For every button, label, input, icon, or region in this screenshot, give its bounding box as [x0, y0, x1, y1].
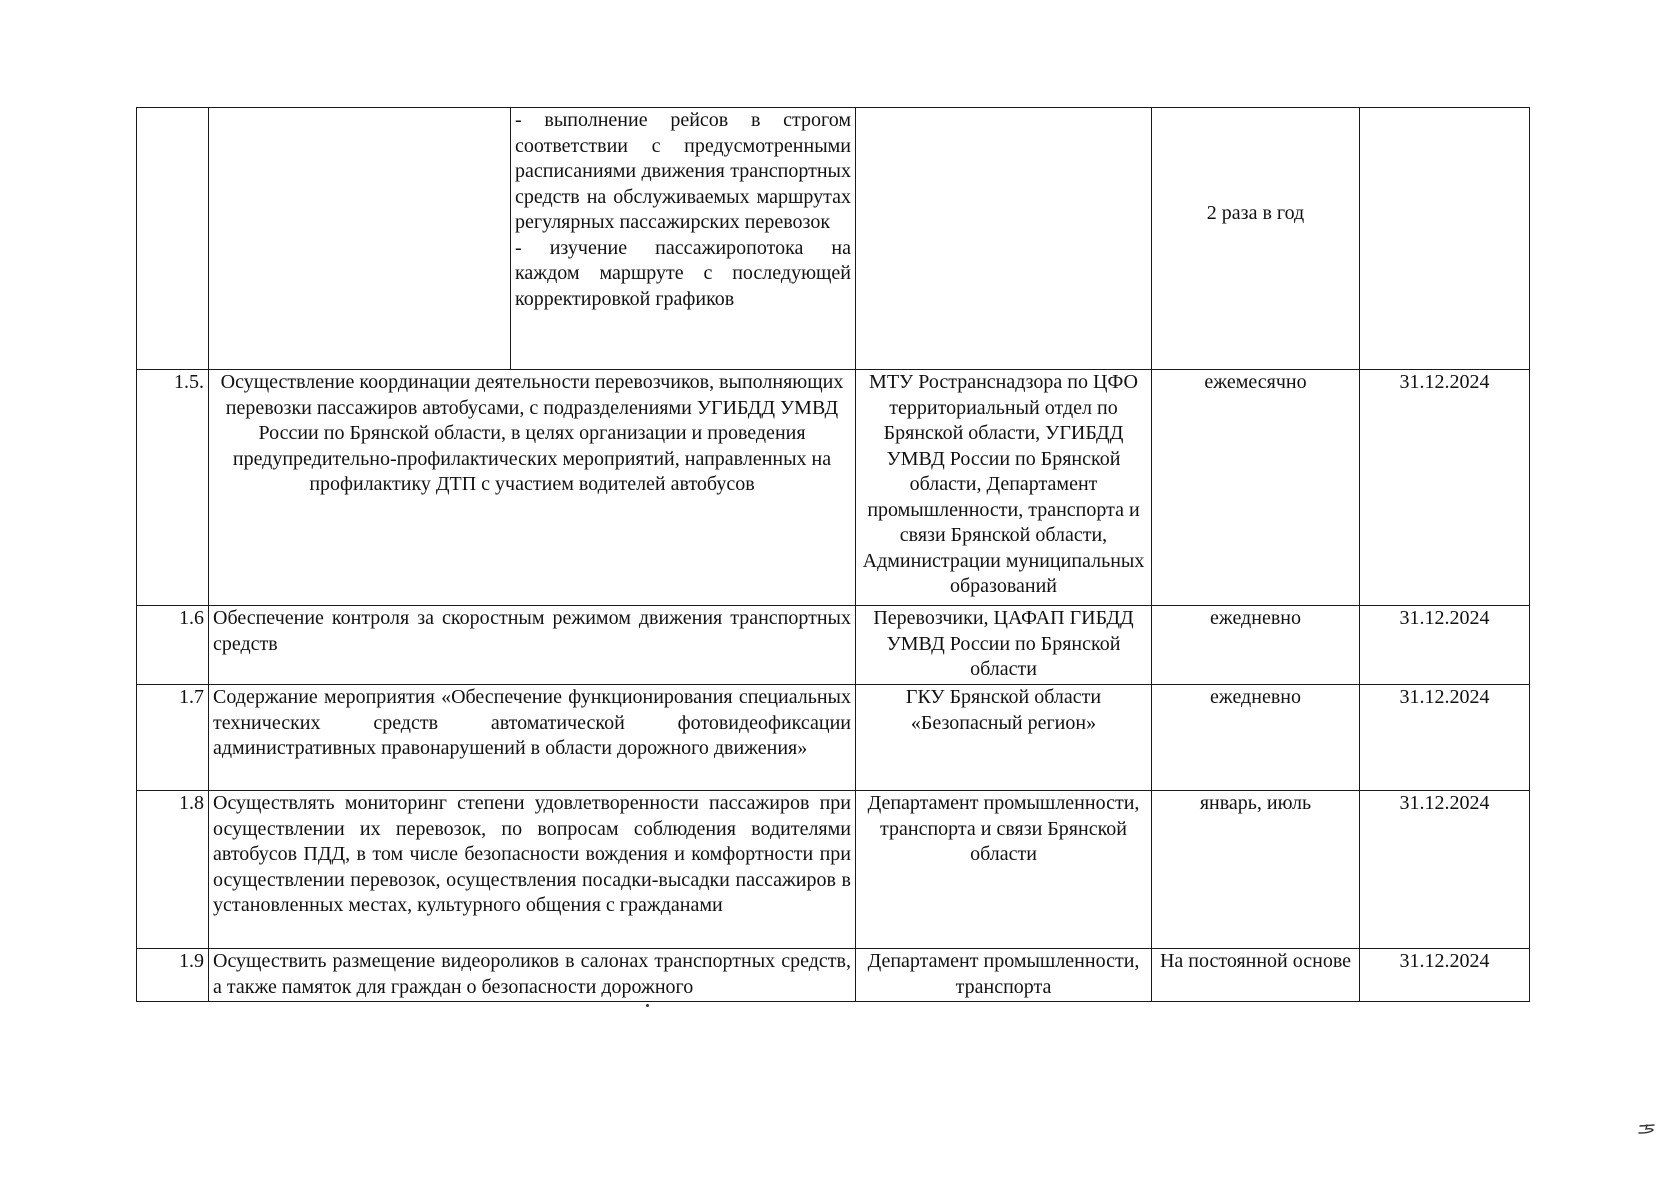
table-row: [137, 791, 1530, 949]
frequency-cell: ежедневно: [1152, 606, 1360, 685]
row-number: [137, 108, 209, 370]
responsible-cell: Департамент промышленности, транспорта: [856, 949, 1152, 1002]
detail-line: - выполнение рейсов в строгом соответствии с предусмотренными расписаниями движения транспортных средств на обслуживаемых маршрутах регулярных пассажирских перевозок: [515, 109, 851, 233]
responsible-cell: Перевозчики, ЦАФАП ГИБДД УМВД России по Брянской области: [856, 606, 1152, 685]
frequency-cell: На постоянной основе: [1152, 949, 1360, 1002]
measure-cell: Осуществление координации деятельности перевозчиков, выполняющих перевозки пассажиров автобусами, с подразделениями УГИБДД УМВД России по Брянской области, в целях организации и проведения предупредительно-профилактических мероприятий, направленных на профилактику ДТП с участием водителей автобусов: [209, 370, 856, 606]
deadline-cell: 31.12.2024: [1360, 685, 1530, 791]
frequency-cell: ежемесячно: [1152, 370, 1360, 606]
measure-cell: Содержание мероприятия «Обеспечение функционирования специальных технических средств автоматической фотовидеофиксации административных правонарушений в области дорожного движения»: [209, 685, 856, 791]
frequency-cell: 2 раза в год: [1152, 108, 1360, 370]
row-number: 1.9: [137, 949, 209, 1002]
measure-cell: [209, 108, 511, 370]
detail-line: - изучение пассажиропотока на каждом маршруте с последующей корректировкой графиков: [515, 236, 851, 310]
table-row: [137, 949, 1530, 1002]
deadline-cell: 31.12.2024: [1360, 606, 1530, 685]
table-row: [137, 108, 1530, 370]
table-row: [137, 370, 1530, 606]
frequency-cell: ежедневно: [1152, 685, 1360, 791]
measure-details: [511, 108, 856, 370]
measure-cell: Обеспечение контроля за скоростным режимом движения транспортных средств: [209, 606, 856, 685]
measures-table: [136, 107, 1530, 1002]
measure-cell: Осуществить размещение видеороликов в салонах транспортных средств, а также памяток для граждан о безопасности дорожного: [209, 949, 856, 1002]
deadline-cell: [1360, 108, 1530, 370]
responsible-cell: Департамент промышленности, транспорта и связи Брянской области: [856, 791, 1152, 949]
row-number: 1.5.: [137, 370, 209, 606]
measure-cell: Осуществлять мониторинг степени удовлетворенности пассажиров при осуществлении их перевозок, по вопросам соблюдения водителями автобусов ПДД, в том числе безопасности вождения и комфортности при осуществлении перевозок, осуществления посадки-высадки пассажиров в установленных местах, культурного общения с гражданами: [209, 791, 856, 949]
frequency-cell: январь, июль: [1152, 791, 1360, 949]
responsible-cell: ГКУ Брянской области «Безопасный регион»: [856, 685, 1152, 791]
responsible-cell: [856, 108, 1152, 370]
row-number: 1.8: [137, 791, 209, 949]
handwritten-page-mark: [1637, 1124, 1659, 1134]
deadline-cell: 31.12.2024: [1360, 791, 1530, 949]
deadline-cell: 31.12.2024: [1360, 949, 1530, 1002]
row-number: 1.6: [137, 606, 209, 685]
table-row: [137, 606, 1530, 685]
deadline-cell: 31.12.2024: [1360, 370, 1530, 606]
table-row: [137, 685, 1530, 791]
row-number: 1.7: [137, 685, 209, 791]
scan-speck: [646, 1004, 649, 1007]
responsible-cell: МТУ Ространснадзора по ЦФО территориальный отдел по Брянской области, УГИБДД УМВД России по Брянской области, Департамент промышленности, транспорта и связи Брянской области, Администрации муниципальных образований: [856, 370, 1152, 606]
